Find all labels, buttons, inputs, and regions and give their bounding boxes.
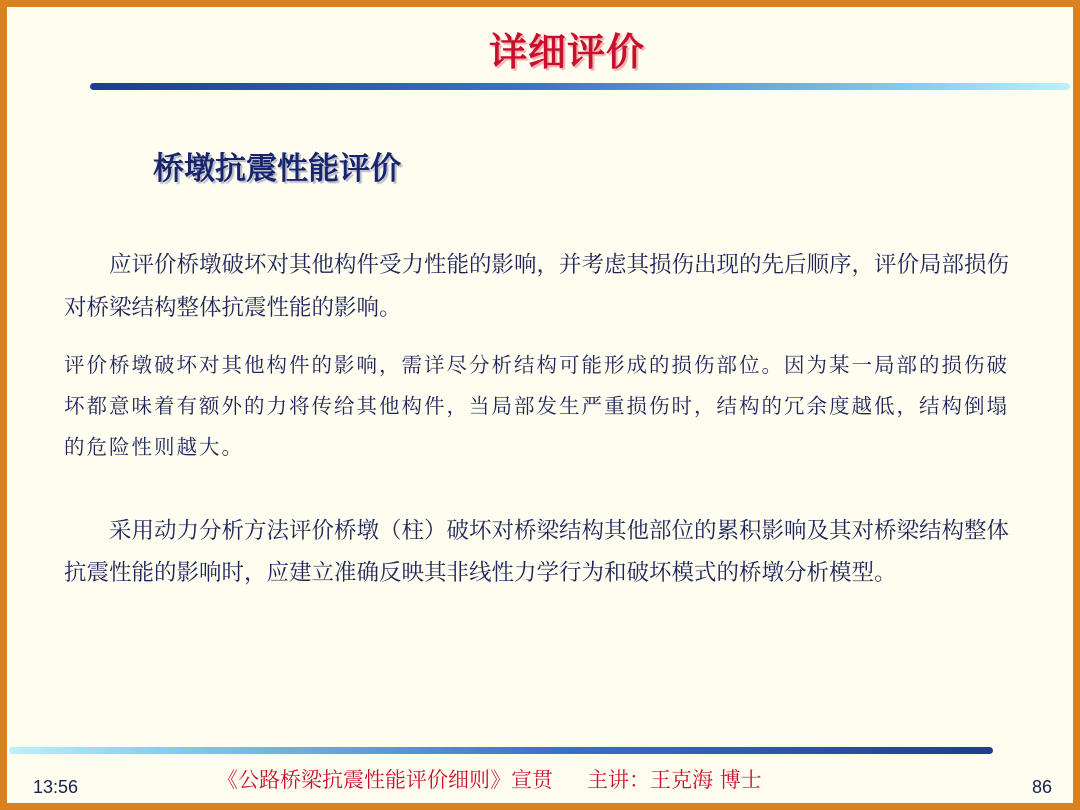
footer-caption <box>217 766 762 794</box>
footer-speaker: 主讲：王克海 博士 <box>587 768 762 792</box>
slide-title: 详细评价 <box>488 30 645 74</box>
page-number: 86 <box>1032 777 1053 797</box>
footer-time: 13:56 <box>33 777 79 797</box>
paragraph-3: 采用动力分析方法评价桥墩（柱）破坏对桥梁结构其他部位的累积影响及其对桥梁结构整体抗震性能的影响时，应建立准确反映其非线性力学行为和破坏模式的桥墩分析模型。 <box>64 518 1010 586</box>
paragraph-2: 评价桥墩破坏对其他构件的影响，需详尽分析结构可能形成的损伤部位。因为某一局部的损伤破坏都意味着有额外的力将传给其他构件，当局部发生严重损伤时，结构的冗余度越低，结构倒塌的危险性则越大。 <box>64 353 1009 459</box>
top-divider <box>90 83 1070 90</box>
footer-course-title: 《公路桥梁抗震性能评价细则》宣贯 <box>217 768 553 792</box>
paragraph-1: 应评价桥墩破坏对其他构件受力性能的影响，并考虑其损伤出现的先后顺序，评价局部损伤对桥梁结构整体抗震性能的影响。 <box>64 252 1010 321</box>
bottom-divider <box>9 747 993 754</box>
section-heading: 桥墩抗震性能评价 <box>153 151 401 187</box>
slide <box>7 7 1073 803</box>
